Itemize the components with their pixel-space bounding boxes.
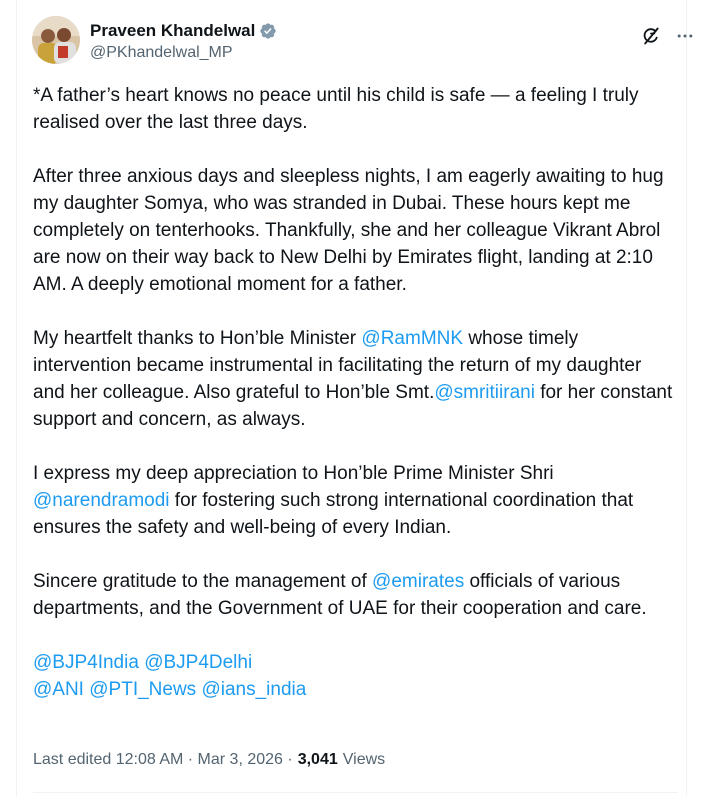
text-segment: for fostering such strong international coordination that ensures the safety and well-being of every Indian. xyxy=(33,490,634,538)
post-meta xyxy=(33,748,385,772)
verified-badge-icon xyxy=(259,22,277,40)
post-tags xyxy=(33,649,673,703)
text-segment: officials of various departments, and the Government of UAE for their cooperation and care. xyxy=(33,571,647,619)
text-segment: My heartfelt thanks to Hon’ble Minister xyxy=(33,328,362,349)
divider xyxy=(33,792,678,793)
tags-line-2 xyxy=(33,676,673,703)
post-header xyxy=(16,16,695,72)
post-paragraph-1: *A father’s heart knows no peace until his child is safe — a feeling I truly realised over the last three days. xyxy=(33,85,639,133)
avatar[interactable] xyxy=(32,16,80,64)
tags-line-1 xyxy=(33,649,673,676)
text-segment: Sincere gratitude to the management of xyxy=(33,571,373,592)
post-paragraph-4 xyxy=(33,460,673,541)
mention-link[interactable]: @ANI xyxy=(33,679,84,700)
mention-link[interactable]: @smritiirani xyxy=(434,382,535,403)
mention-link[interactable]: @BJP4Delhi xyxy=(144,652,253,673)
grok-icon[interactable] xyxy=(641,26,661,46)
author-names xyxy=(90,20,277,62)
post-body xyxy=(33,82,673,703)
mention-link[interactable]: @RamMNK xyxy=(361,328,464,349)
post-paragraph-3 xyxy=(33,325,673,433)
author-handle[interactable]: @PKhandelwal_MP xyxy=(90,44,233,61)
mention-link[interactable]: @PTI_News xyxy=(89,679,197,700)
text-segment: for her constant support and concern, as always. xyxy=(33,382,673,430)
text-segment: I express my deep appreciation to Hon’ble Prime Minister Shri xyxy=(33,463,554,484)
mention-link[interactable]: @BJP4India xyxy=(33,652,139,673)
post-paragraph-2: After three anxious days and sleepless nights, I am eagerly awaiting to hug my daughter Somya, who was stranded in Dubai. These hours kept me completely on tenterhooks. Thankfully, she and her colleague Vikrant Abrol are now on their way back to New Delhi by Emirates flight, landing at 2:10 AM. A deeply emotional moment for a father. xyxy=(33,166,664,295)
mention-link[interactable]: @narendramodi xyxy=(33,490,170,511)
mention-link[interactable]: @ians_india xyxy=(201,679,307,700)
text-segment: whose timely intervention became instrumental in facilitating the return of my daughter and her colleague. Also grateful to Hon’ble Smt. xyxy=(33,328,642,403)
more-icon[interactable] xyxy=(675,26,695,46)
views-count: 3,041 xyxy=(297,751,338,768)
mention-link[interactable]: @emirates xyxy=(372,571,465,592)
views-label: Views xyxy=(342,751,386,768)
header-actions xyxy=(641,26,695,46)
author-display-name[interactable]: Praveen Khandelwal xyxy=(90,21,256,40)
edited-timestamp[interactable]: Last edited 12:08 AM · Mar 3, 2026 · xyxy=(33,751,293,768)
post-paragraph-5 xyxy=(33,568,673,622)
